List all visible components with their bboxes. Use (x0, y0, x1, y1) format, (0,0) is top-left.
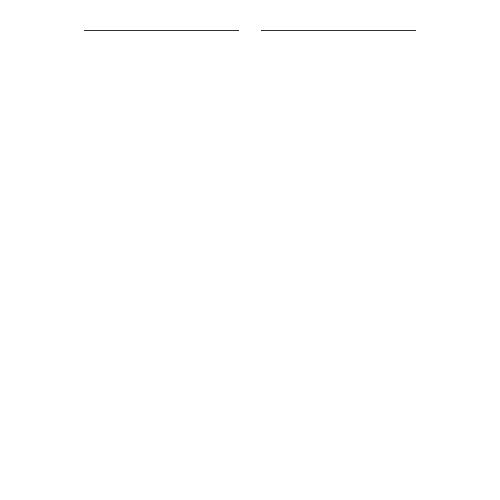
header-rule-right (261, 30, 416, 31)
header-rule-left (84, 30, 239, 31)
header-rule (84, 28, 416, 34)
